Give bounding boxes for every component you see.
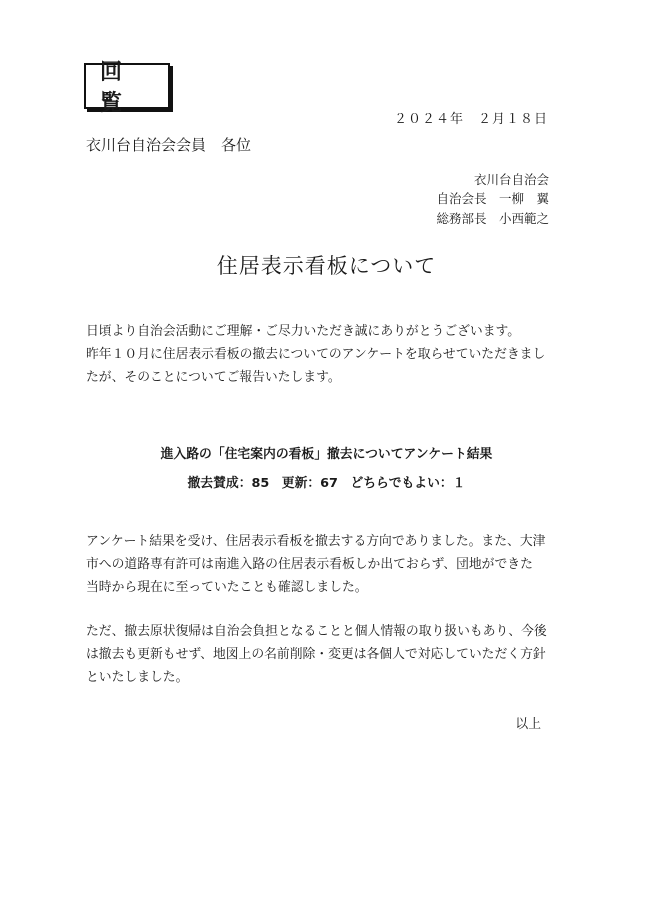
intro-line: 日頃より自治会活動にご理解・ご尽力いただき誠にありがとうございます。 <box>86 324 521 339</box>
survey-results <box>0 472 653 491</box>
result-renew: 更新：67 <box>281 476 338 491</box>
body-paragraph-2 <box>86 620 556 689</box>
body-line: 市への道路専有許可は南進入路の住居表示看板しか出ておらず、団地ができた <box>86 557 533 572</box>
intro-line: 昨年１０月に住居表示看板の撤去についてのアンケートを取らせていただきまし <box>86 347 546 362</box>
addressee: 衣川台自治会会員 各位 <box>86 136 252 154</box>
body-line: といたしました。 <box>86 670 189 685</box>
document-title: 住居表示看板について <box>216 254 437 278</box>
survey-heading: 進入路の「住宅案内の看板」撤去についてアンケート結果 <box>160 447 493 462</box>
result-either: どちらでもよい：１ <box>350 476 466 491</box>
body-line: アンケート結果を受け、住居表示看板を撤去する方向でありました。また、大津 <box>86 534 546 549</box>
sender-chair: 自治会長 一柳 翼 <box>436 191 549 206</box>
intro-paragraph <box>86 320 556 389</box>
body-line: ただ、撤去原状復帰は自治会負担となることと個人情報の取り扱いもあり、今後 <box>86 624 547 639</box>
sender-manager: 総務部長 小西範之 <box>436 211 549 226</box>
body-line: 当時から現在に至っていたことも確認しました。 <box>86 580 368 595</box>
sender-organization: 衣川台自治会 <box>473 172 549 187</box>
issue-date: ２０２４年 ２月１８日 <box>393 112 548 127</box>
result-remove: 撤去賛成：85 <box>187 476 270 491</box>
circular-stamp: 回覧 <box>84 63 170 109</box>
closing-mark: 以上 <box>515 717 541 732</box>
body-line: は撤去も更新もせず、地図上の名前削除・変更は各個人で対応していただく方針 <box>86 647 546 662</box>
body-paragraph-1 <box>86 530 556 599</box>
intro-line: たが、そのことについてご報告いたします。 <box>86 370 341 385</box>
